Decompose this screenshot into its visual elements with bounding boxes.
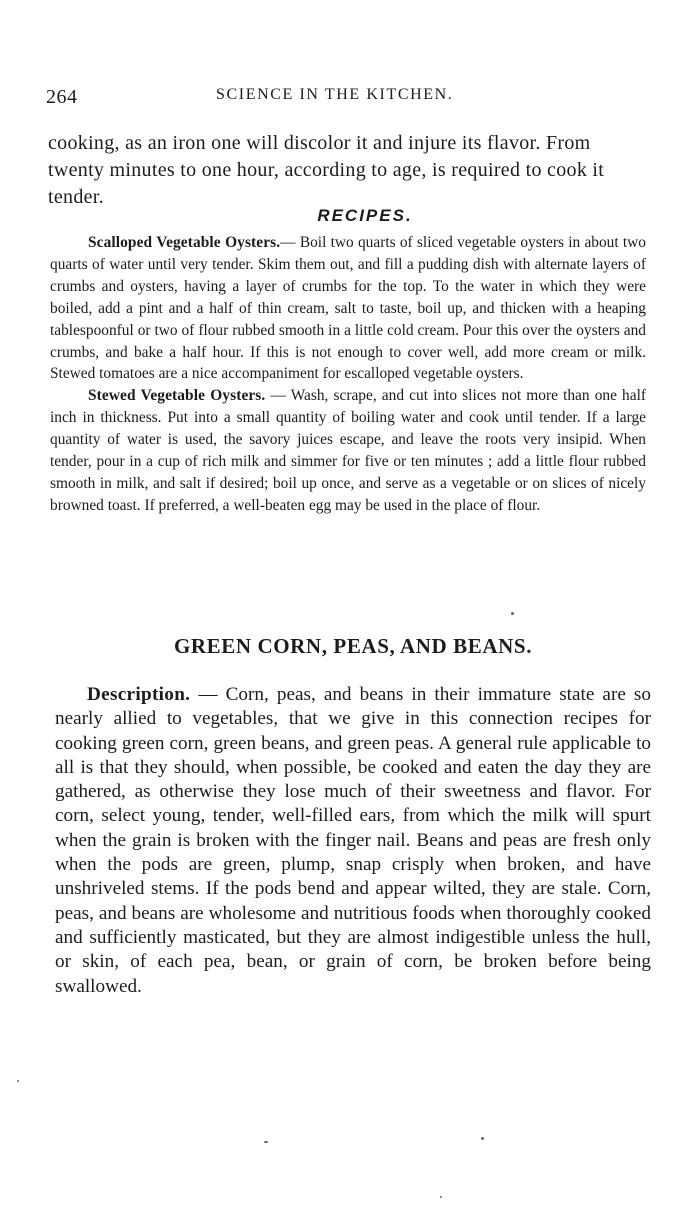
recipe-title: Stewed Vegetable Oysters. bbox=[88, 387, 266, 405]
continuation-paragraph: cooking, as an iron one will discolor it and injure its flavor. From twenty minutes to one hour, according to age, is required to cook it tender. bbox=[48, 132, 605, 208]
recipes-section bbox=[50, 232, 646, 517]
recipes-heading: RECIPES. bbox=[317, 206, 413, 225]
recipe-title: Scalloped Vegetable Oysters. bbox=[88, 234, 281, 251]
description-label: Description. bbox=[87, 684, 191, 705]
paper-speck bbox=[440, 1196, 442, 1198]
page-number: 264 bbox=[46, 86, 78, 108]
recipe-paragraph bbox=[50, 232, 646, 385]
paper-speck bbox=[264, 1141, 268, 1143]
paper-speck bbox=[481, 1137, 484, 1140]
paper-speck bbox=[17, 1080, 19, 1082]
paper-speck bbox=[511, 612, 514, 615]
description-paragraph bbox=[55, 683, 651, 999]
running-title: SCIENCE IN THE KITCHEN. bbox=[216, 86, 454, 103]
running-head bbox=[46, 84, 654, 108]
recipe-paragraph bbox=[50, 385, 646, 516]
recipe-body: — Wash, scrape, and cut into slices not more than one half inch in thickness. Put into a small quantity of boiling water and cook until tender. If a large quantity of water is used, the savory juices escape, and leave the roots very insipid. When tender, pour in a cup of rich milk and simmer for five or ten minutes ; add a little flour rubbed smooth in milk, and salt if desired; boil up once, and serve as a vegetable or on slices of nicely browned toast. If preferred, a well-beaten egg may be used in the place of flour. bbox=[50, 387, 646, 514]
recipe-body: — Boil two quarts of sliced vegetable oysters in about two quarts of water until very tender. Skim them out, and fill a pudding dish with alternate layers of crumbs and oysters, having a layer of crumbs for the top. To the water in which they were boiled, add a pint and a half of thin cream, salt to taste, boil up, and thicken with a heaping tablespoonful or two of flour rubbed smooth in a little cold cream. Pour this over the oysters and crumbs, and bake a half hour. If this is not enough to cover well, add more cream or milk. Stewed tomatoes are a nice accompaniment for escalloped vegetable oysters. bbox=[50, 234, 646, 383]
section-heading: GREEN CORN, PEAS, AND BEANS. bbox=[173, 634, 533, 658]
description-text: — Corn, peas, and beans in their immature state are so nearly allied to vegetables, that we give in this connection recipes for cooking green corn, green beans, and green peas. A general rule applicable to all is that they should, when possible, be cooked and eaten the day they are gathered, as otherwise they lose much of their sweetness and flavor. For corn, select young, tender, well-filled ears, from which the milk will spurt when the grain is broken with the finger nail. Beans and peas are fresh only when the pods are green, plump, snap crisply when broken, and have unshriveled stems. If the pods bend and appear wilted, they are stale. Corn, peas, and beans are wholesome and nutritious foods when thoroughly cooked and sufficiently masticated, but they are almost indigestible unless the hull, or skin, of each pea, bean, or grain of corn, be broken before being swallowed. bbox=[55, 684, 651, 997]
